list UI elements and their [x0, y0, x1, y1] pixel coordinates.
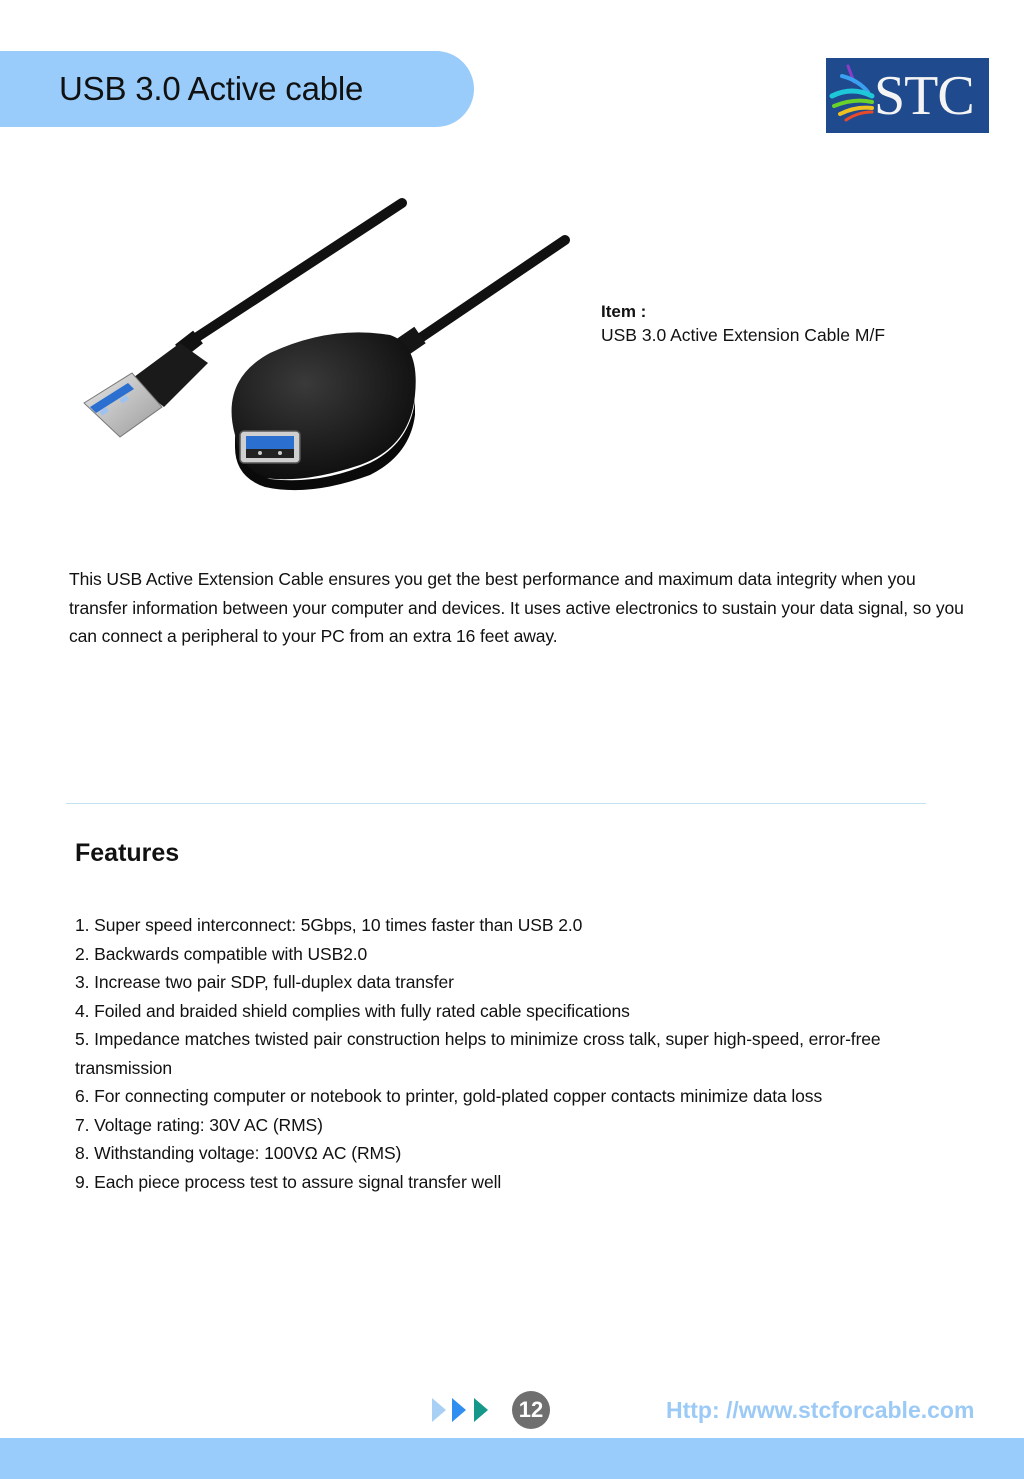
item-label: Item : [601, 302, 647, 321]
feature-item: 8. Withstanding voltage: 100VΩ AC (RMS) [75, 1143, 402, 1163]
logo-text: STC [874, 65, 974, 127]
page-number-badge: 12 [512, 1391, 550, 1429]
product-description: This USB Active Extension Cable ensures you get the best performance and maximum data integrity when you transfer information between your computer and devices. It uses active electronics to sustain your data signal, so you can connect a peripheral to your PC from an extra 16 feet away. [69, 569, 964, 646]
feature-item: 2. Backwards compatible with USB2.0 [75, 943, 368, 964]
usb-cable-image [70, 185, 590, 505]
feature-item: 4. Foiled and braided shield complies with fully rated cable specifications [75, 1000, 630, 1021]
feature-item: 3. Increase two pair SDP, full-duplex data transfer [75, 972, 454, 992]
triple-arrow-icon [430, 1397, 494, 1423]
feature-item: 9. Each piece process test to assure signal transfer well [75, 1171, 502, 1192]
feature-item: 1. Super speed interconnect: 5Gbps, 10 times faster than USB 2.0 [75, 915, 583, 935]
footer-bar [0, 1438, 1024, 1479]
website-link[interactable]: Http: //www.stcforcable.com [666, 1397, 975, 1423]
features-list [75, 911, 935, 1196]
stc-logo [826, 58, 989, 133]
item-value: USB 3.0 Active Extension Cable M/F [601, 325, 886, 345]
spectrum-burst-icon [828, 62, 878, 128]
page-title: USB 3.0 Active cable [59, 70, 364, 107]
feature-item: 7. Voltage rating: 30V AC (RMS) [75, 1114, 323, 1135]
section-divider [66, 803, 926, 804]
feature-item: 6. For connecting computer or notebook to printer, gold-plated copper contacts minimize data loss [75, 1086, 823, 1106]
feature-item: 5. Impedance matches twisted pair construction helps to minimize cross talk, super high-speed, error-free transmission [75, 1029, 881, 1078]
features-heading: Features [75, 839, 180, 867]
